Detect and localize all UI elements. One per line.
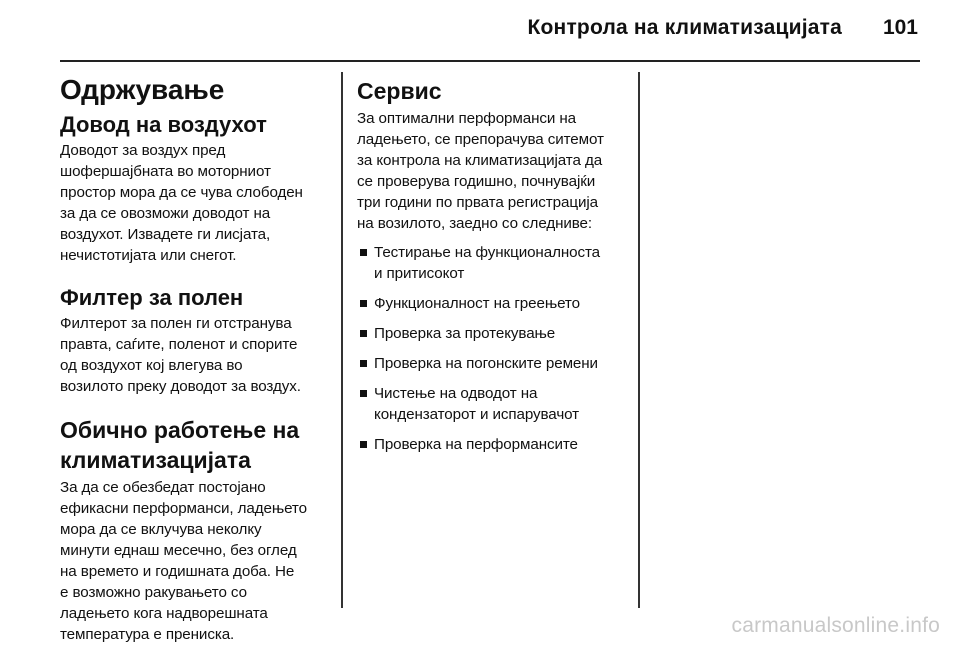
section-title-service: Сервис [357,78,442,104]
header-divider [60,60,920,62]
text-line: е возможно ракувањето со [60,584,247,601]
text-line: ладењето кога надворешната [60,605,268,622]
text-line: три години по првата регистрација [357,194,598,211]
spacer [60,266,332,284]
text-line: За оптимални перформанси на [357,110,577,127]
square-bullet-icon [360,330,367,337]
text-line: правта, саѓите, поленот и спорите [60,336,298,353]
page-number: 101 [882,16,918,39]
column-divider-right [638,72,640,608]
text-line: мора да се вклучува неколку [60,521,262,538]
title-line: климатизацијата [60,447,251,473]
regular-operation-paragraph [60,477,332,645]
list-item-text: Проверка на перформансите [374,436,578,453]
text-line: температура е прениска. [60,626,235,643]
text-line: ефикасни перформанси, ладењето [60,500,307,517]
square-bullet-icon [360,441,367,448]
service-intro-paragraph [357,108,633,234]
square-bullet-icon [360,249,367,256]
text-line: за да се овозможи доводот на [60,205,271,222]
text-line: ладењето, се препорачува ситемот [357,131,604,148]
running-header-title: Контрола на климатизацијата [527,16,842,39]
title-line: Обично работење на [60,417,300,443]
list-item [357,323,633,344]
watermark: carmanualsonline.info [731,614,940,637]
square-bullet-icon [360,390,367,397]
text-line: За да се обезбедат постојано [60,479,266,496]
subsection-title-pollen-filter: Филтер за полен [60,285,244,310]
air-intake-paragraph [60,140,332,266]
list-item-text: Тестирање на функционалноста [374,244,600,261]
list-item-text: и притисокот [374,265,465,282]
service-checklist [357,242,633,455]
subsection-title-regular-operation [60,415,332,475]
text-line: Доводот за воздух пред [60,142,226,159]
list-item [357,383,633,425]
square-bullet-icon [360,360,367,367]
text-line: на времето и годишната доба. Не [60,563,295,580]
list-item [357,434,633,455]
text-line: минути еднаш месечно, без оглед [60,542,297,559]
text-line: воздухот. Извадете ги лисјата, [60,226,271,243]
list-item-text: кондензаторот и испарувачот [374,406,579,423]
list-item-text: Проверка на погонските ремени [374,355,598,372]
spacer [60,397,332,415]
list-item [357,353,633,374]
list-item-text: Проверка за протекување [374,325,556,342]
pollen-filter-paragraph [60,313,332,397]
list-item-text: Чистење на одводот на [374,385,538,402]
text-line: за контрола на климатизацијата да [357,152,603,169]
text-line: на возилото, заедно со следниве: [357,215,593,232]
list-item-text: Функционалност на греењето [374,295,580,312]
right-column [357,73,633,464]
left-column [60,73,332,645]
text-line: простор мора да се чува слободен [60,184,303,201]
list-item [357,242,633,284]
section-title-maintenance: Одржување [60,74,225,105]
text-line: Филтерот за полен ги отстранува [60,315,292,332]
text-line: возилото преку доводот за воздух. [60,378,301,395]
text-line: нечистотијата или снегот. [60,247,237,264]
subsection-title-air-intake: Довод на воздухот [60,112,267,137]
text-line: се проверува годишно, почнувајќи [357,173,596,190]
text-line: шофершајбната во моторниот [60,163,271,180]
page-header [0,0,960,64]
text-line: од воздухот кој влегува во [60,357,243,374]
square-bullet-icon [360,300,367,307]
column-divider-left [341,72,343,608]
list-item [357,293,633,314]
